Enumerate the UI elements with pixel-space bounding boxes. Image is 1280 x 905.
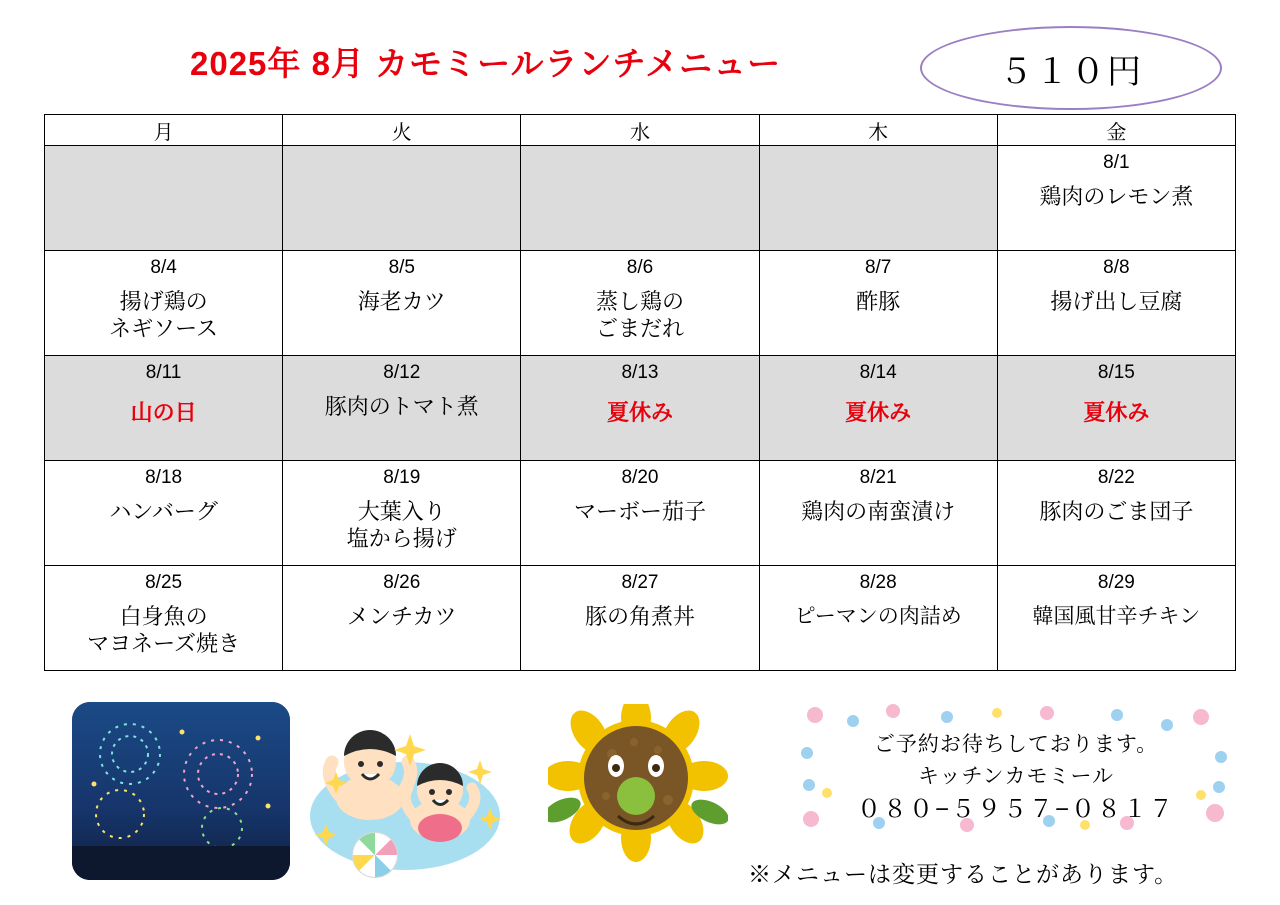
- calendar-date: 8/22: [1097, 467, 1135, 488]
- menu-text-line: 酢豚: [856, 288, 901, 314]
- calendar-cell-empty: [759, 146, 997, 251]
- price-label: ５１０円: [999, 52, 1143, 91]
- calendar-header-row: [45, 115, 1236, 146]
- calendar-body: [45, 146, 1236, 671]
- sunflower-icon: [548, 704, 728, 882]
- table-row: [45, 146, 1236, 251]
- calendar-cell: [283, 461, 521, 566]
- menu-text-line: 韓国風甘辛チキン: [1032, 604, 1201, 628]
- calendar-cell: [521, 461, 759, 566]
- calendar-cell: [759, 356, 997, 461]
- table-row: [45, 356, 1236, 461]
- menu-text-line: 大葉入り: [357, 498, 446, 524]
- reservation-notice: [790, 694, 1242, 842]
- page-header: [0, 0, 1280, 110]
- menu-text-line: ネギソース: [109, 315, 219, 341]
- menu-text-line: 夏休み: [606, 399, 673, 425]
- calendar-date: 8/12: [383, 362, 421, 383]
- calendar-cell: [759, 566, 997, 671]
- calendar-cell: [997, 146, 1235, 251]
- weekday-header-tue: 火: [283, 115, 521, 146]
- notice-line-2: キッチンカモミール: [917, 764, 1115, 788]
- menu-text-line: マヨネーズ焼き: [87, 630, 241, 656]
- calendar-date: 8/26: [383, 572, 421, 593]
- calendar-date: 8/7: [864, 257, 892, 278]
- calendar-menu-item: [521, 594, 758, 631]
- calendar-cell: [997, 566, 1235, 671]
- page-title: 2025年 8月 カモミールランチメニュー: [190, 45, 782, 82]
- pool-kids-icon: [300, 704, 512, 879]
- menu-text-line: 山の日: [130, 399, 197, 425]
- calendar-cell-empty: [45, 146, 283, 251]
- calendar-date: 8/11: [145, 362, 182, 383]
- calendar-date: 8/21: [859, 467, 897, 488]
- notice-line-1: ご予約お待ちしております。: [873, 733, 1159, 756]
- menu-text-line: メンチカツ: [347, 603, 457, 629]
- calendar-menu-item: [283, 594, 520, 631]
- menu-text-line: 豚肉のごま団子: [1039, 498, 1194, 524]
- price-badge: [920, 26, 1222, 110]
- calendar-date: 8/5: [388, 257, 415, 278]
- menu-text-line: 揚げ出し豆腐: [1050, 288, 1183, 314]
- fireworks-icon: [72, 702, 290, 880]
- calendar-date: 8/4: [150, 257, 177, 278]
- menu-text-line: 豚の角煮丼: [584, 603, 695, 629]
- table-row: [45, 461, 1236, 566]
- menu-text-line: 揚げ鶏の: [119, 288, 208, 314]
- menu-text-line: ごまだれ: [595, 315, 684, 341]
- calendar-cell: [521, 566, 759, 671]
- weekday-header-wed: 水: [521, 115, 759, 146]
- calendar-cell: [759, 251, 997, 356]
- weekday-header-thu: 木: [759, 115, 997, 146]
- calendar-menu-item: [760, 489, 997, 526]
- menu-text-line: 夏休み: [845, 399, 912, 425]
- calendar-cell: [45, 356, 283, 461]
- calendar-menu-item: [283, 384, 520, 421]
- calendar-cell: [997, 461, 1235, 566]
- calendar-table: [44, 114, 1236, 671]
- calendar-date: 8/8: [1103, 257, 1130, 278]
- calendar-date: 8/25: [145, 572, 183, 593]
- menu-text-line: 白身魚の: [119, 603, 208, 629]
- weekday-header-fri: 金: [997, 115, 1235, 146]
- menu-text-line: 海老カツ: [357, 288, 446, 314]
- menu-text-line: 豚肉のトマト煮: [324, 393, 479, 419]
- calendar-cell: [45, 566, 283, 671]
- menu-text-line: 蒸し鶏の: [595, 288, 684, 314]
- calendar-holiday-label: [45, 384, 282, 427]
- calendar-date: 8/15: [1097, 362, 1135, 383]
- menu-text-line: 鶏肉の南蛮漬け: [801, 498, 956, 524]
- calendar-menu-item: [45, 489, 282, 526]
- calendar-date: 8/28: [859, 572, 897, 593]
- calendar-menu-item: [521, 279, 758, 343]
- calendar-cell: [759, 461, 997, 566]
- calendar-date: 8/27: [621, 572, 659, 593]
- calendar-date: 8/29: [1097, 572, 1135, 593]
- menu-text-line: 塩から揚げ: [346, 525, 457, 551]
- notice-text-block: [797, 729, 1235, 828]
- calendar-cell: [283, 251, 521, 356]
- menu-text-line: マーボー茄子: [573, 498, 706, 524]
- calendar-menu-item: [283, 279, 520, 316]
- calendar-menu-item: [521, 489, 758, 526]
- calendar-date: 8/14: [859, 362, 897, 383]
- calendar-holiday-label: [521, 384, 758, 427]
- menu-text-line: 夏休み: [1083, 399, 1150, 425]
- calendar-menu-item: [45, 594, 282, 658]
- calendar-cell: [283, 356, 521, 461]
- calendar-cell: [521, 251, 759, 356]
- calendar-cell: [45, 251, 283, 356]
- calendar-holiday-label: [998, 384, 1235, 427]
- calendar-menu-item: [998, 279, 1235, 316]
- calendar-date: 8/13: [621, 362, 659, 383]
- calendar-date: 8/1: [1103, 152, 1130, 173]
- calendar-holiday-label: [760, 384, 997, 427]
- calendar-cell: [521, 356, 759, 461]
- footer-area: [0, 694, 1280, 905]
- calendar-cell: [997, 251, 1235, 356]
- calendar-date: 8/19: [383, 467, 421, 488]
- notice-phone: ０８０−５９５７−０８１７: [856, 796, 1176, 823]
- menu-text-line: ハンバーグ: [109, 498, 218, 524]
- menu-change-disclaimer: ※メニューは変更することがあります。: [748, 861, 1179, 887]
- menu-calendar: [44, 114, 1236, 671]
- calendar-menu-item: [998, 489, 1235, 526]
- calendar-cell: [45, 461, 283, 566]
- calendar-cell: [283, 566, 521, 671]
- calendar-menu-item: [760, 594, 997, 630]
- menu-text-line: 鶏肉のレモン煮: [1039, 183, 1194, 209]
- calendar-menu-item: [998, 594, 1235, 630]
- weekday-header-mon: 月: [45, 115, 283, 146]
- calendar-cell-empty: [521, 146, 759, 251]
- calendar-menu-item: [760, 279, 997, 316]
- calendar-menu-item: [45, 279, 282, 343]
- calendar-cell-empty: [283, 146, 521, 251]
- table-row: [45, 251, 1236, 356]
- calendar-date: 8/6: [626, 257, 654, 278]
- calendar-cell: [997, 356, 1235, 461]
- calendar-menu-item: [283, 489, 520, 553]
- calendar-date: 8/18: [145, 467, 183, 488]
- calendar-menu-item: [998, 174, 1235, 211]
- table-row: [45, 566, 1236, 671]
- menu-text-line: ピーマンの肉詰め: [794, 604, 962, 628]
- calendar-date: 8/20: [621, 467, 659, 488]
